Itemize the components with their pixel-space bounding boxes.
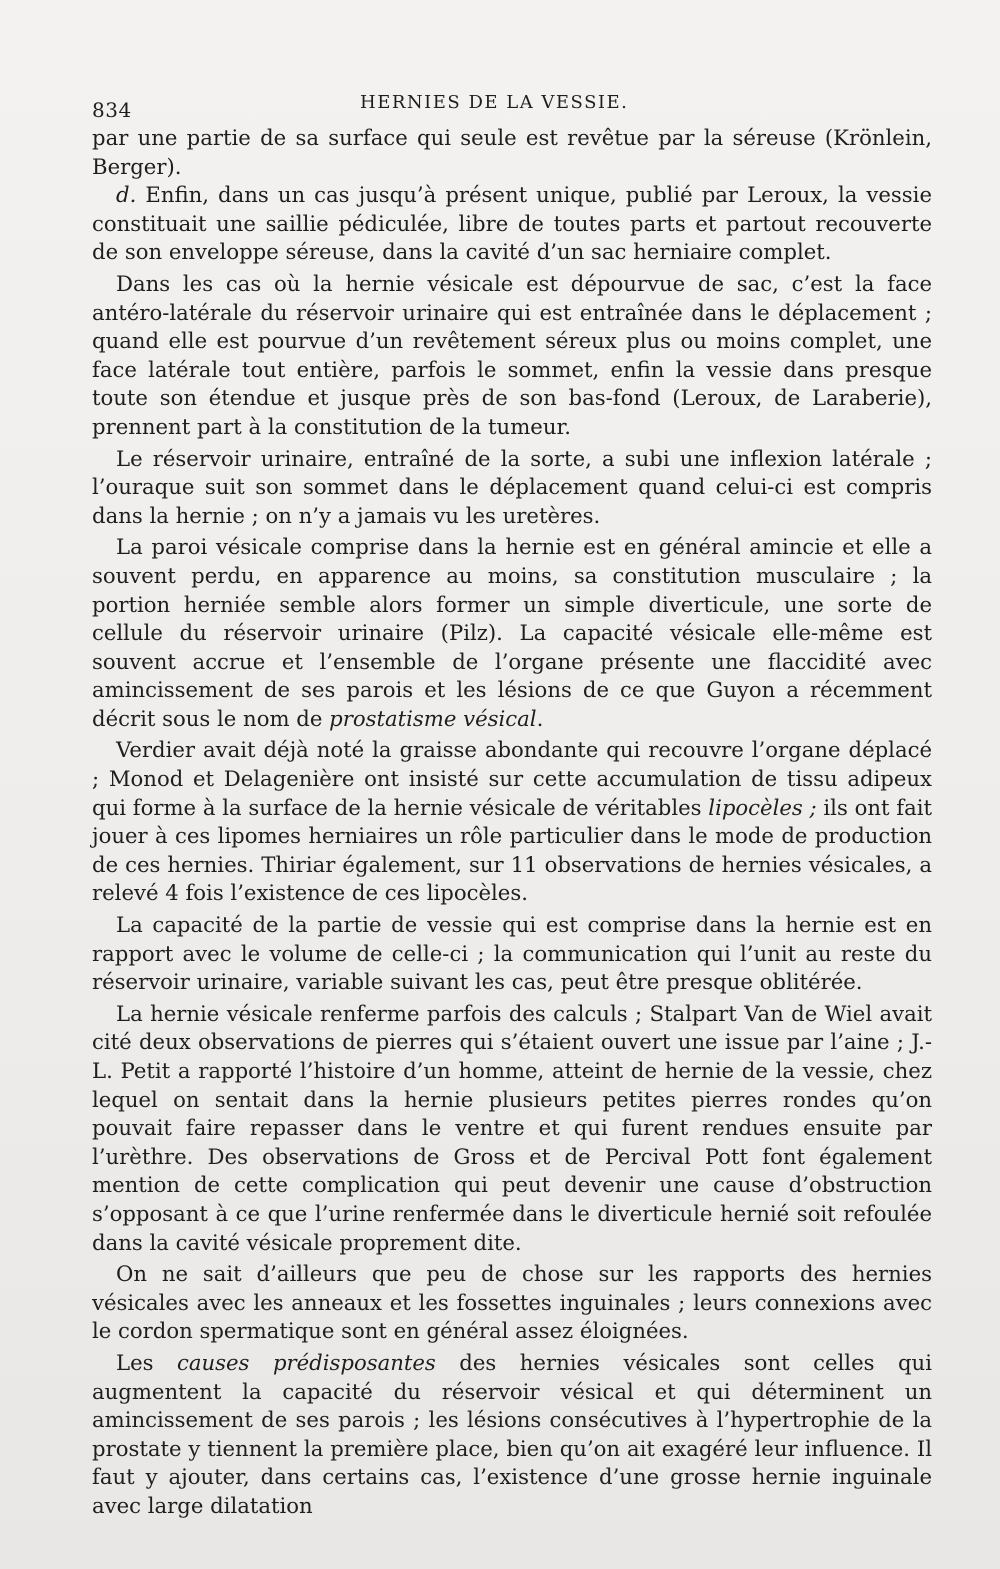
paragraph-end: . [536, 705, 544, 731]
italic-term: causes prédisposantes [177, 1349, 436, 1375]
paragraph-text: On ne sait d’ailleurs que peu de chose sur les rapports des hernies vésicales avec les anneaux et les fossettes inguinales ; leurs connexions avec le cordon spermatique sont en général assez éloignées. [92, 1261, 932, 1344]
page-body [92, 124, 932, 1521]
paragraph-text: par une partie de sa surface qui seule est revêtue par la séreuse (Krönlein, Berger). [92, 125, 932, 179]
paragraph-text: Verdier avait déjà noté la graisse abondante qui recouvre l’organe déplacé ; Monod et Delagenière ont insisté sur cette accumulation de tissu adipeux qui forme à la surface de la hernie vésicale de véritables [92, 737, 932, 820]
paragraph-text: Enfin, dans un cas jusqu’à présent unique, publié par Leroux, la vessie constituait une saillie pédiculée, libre de toutes parts et partout recouverte de son enveloppe séreuse, dans la cavité d’un sac herniaire complet. [92, 182, 932, 265]
paragraph-rapports [92, 1260, 932, 1346]
paragraph-paroi [92, 533, 932, 733]
paragraph-text: La hernie vésicale renferme parfois des calculs ; Stalpart Van de Wiel avait cité deux observations de pierres qui s’étaient ouvert une issue par l’aine ; J.-L. Petit a rapporté l’histoire d’un homme, atteint de hernie de la vessie, chez lequel on sentait dans la hernie plusieurs petites pierres rondes qu’on pouvait faire repasser dans le ventre et qui furent rendues ensuite par l’urèthre. Des observations de Gross et de Percival Pott font également mention de cette complication qui peut devenir une cause d’obstruction s’opposant à ce que l’urine renfermée dans le diverticule hernié soit refoulée dans la cavité vésicale proprement dite. [92, 1000, 932, 1255]
paragraph-text: des hernies vésicales sont celles qui augmentent la capacité du réservoir vésical et qui déterminent un amincissement de ses parois ; les lésions consécutives à l’hypertrophie de la prostate y tiennent la première place, bien qu’on ait exagéré leur influence. Il faut y ajouter, dans certains cas, l’existence d’une grosse hernie inguinale avec large dilatation [92, 1349, 932, 1518]
page-number: 834 [92, 98, 132, 122]
paragraph-continuation [92, 124, 932, 181]
page-header [92, 92, 928, 128]
paragraph-calculs [92, 1000, 932, 1257]
running-title: HERNIES DE LA VESSIE. [360, 92, 629, 113]
paragraph-sac [92, 270, 932, 442]
paragraph-d [92, 181, 932, 267]
paragraph-end: ils ont fait jouer à ces lipomes herniaires un rôle particulier dans le mode de production de ces hernies. Thiriar également, sur 11 observations de hernies vésicales, a relevé 4 fois l’existence de ces lipocèles. [92, 794, 933, 906]
paragraph-causes [92, 1349, 932, 1521]
paragraph-reservoir [92, 445, 932, 531]
paragraph-verdier [92, 736, 932, 908]
paragraph-text: Le réservoir urinaire, entraîné de la sorte, a subi une inflexion latérale ; l’ouraque suit son sommet dans le déplacement quand celui-ci est compris dans la hernie ; on n’y a jamais vu les uretères. [92, 445, 932, 528]
paragraph-start: Les [116, 1349, 177, 1375]
paragraph-text: La capacité de la partie de vessie qui est comprise dans la hernie est en rapport avec le volume de celle-ci ; la communication qui l’unit au reste du réservoir urinaire, variable suivant les cas, peut être presque oblitérée. [92, 912, 932, 995]
paragraph-text: La paroi vésicale comprise dans la hernie est en général amincie et elle a souvent perdu, en apparence au moins, sa constitution musculaire ; la portion herniée semble alors former un simple diverticule, une sorte de cellule du réservoir urinaire (Pilz). La capacité vésicale elle-même est souvent accrue et l’ensemble de l’organe présente une flaccidité avec amincissement de ses parois et les lésions de ce que Guyon a récemment décrit sous le nom de [92, 534, 932, 731]
italic-term: lipocèles ; [708, 794, 817, 820]
paragraph-capacite [92, 911, 932, 997]
paragraph-text: Dans les cas où la hernie vésicale est dépourvue de sac, c’est la face antéro-latérale du réservoir urinaire qui est entraînée dans le déplacement ; quand elle est pourvue d’un revêtement séreux plus ou moins complet, une face latérale tout entière, parfois le sommet, enfin la vessie dans presque toute son étendue et jusque près de son bas-fond (Leroux, de Laraberie), prennent part à la constitution de la tumeur. [92, 270, 932, 439]
italic-term: prostatisme vésical [329, 705, 537, 731]
enumeration-label: d. [116, 182, 137, 208]
